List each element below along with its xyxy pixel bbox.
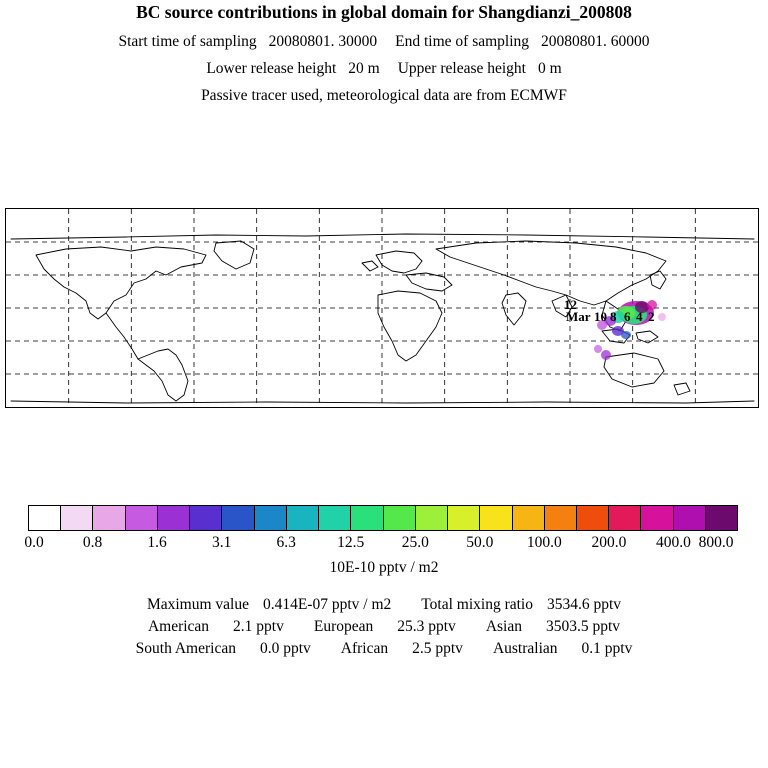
colorbar — [28, 505, 738, 531]
upper-release-value: 0 m — [537, 60, 562, 77]
region-australian-value: 0.1 pptv — [581, 640, 633, 657]
colorbar-swatch-18 — [609, 506, 641, 530]
colorbar-swatch-0 — [29, 506, 61, 530]
colorbar-swatch-13 — [448, 506, 480, 530]
colorbar-swatch-14 — [480, 506, 512, 530]
region-asian-label: Asian — [485, 618, 522, 635]
colorbar-tick-labels — [0, 534, 768, 554]
plume-label-6: 6 — [624, 309, 631, 324]
start-time-value: 20080801. 30000 — [268, 33, 378, 50]
start-time-label: Start time of sampling — [118, 33, 257, 50]
plume-label-8: 8 — [610, 309, 617, 324]
colorbar-swatch-3 — [126, 506, 158, 530]
colorbar-unit-label: 10E-10 pptv / m2 — [329, 559, 439, 576]
end-time-value: 20080801. 60000 — [541, 33, 650, 50]
statistics-block — [0, 594, 768, 660]
colorbar-swatch-5 — [190, 506, 222, 530]
colorbar-swatch-1 — [61, 506, 93, 530]
stats-row-south — [0, 638, 768, 660]
plume-label-2: 2 — [648, 309, 655, 324]
maximum-value-label: Maximum value — [146, 596, 249, 613]
colorbar-swatch-20 — [674, 506, 706, 530]
end-time-label: End time of sampling — [395, 33, 530, 50]
colorbar-swatch-7 — [255, 506, 287, 530]
colorbar-swatch-19 — [641, 506, 673, 530]
colorbar-tick-1: 0.8 — [82, 534, 103, 551]
colorbar-tick-7: 50.0 — [466, 534, 494, 551]
region-south-american-value: 0.0 pptv — [259, 640, 311, 657]
region-american-value: 2.1 pptv — [233, 618, 284, 635]
stats-row-north — [0, 616, 768, 638]
page-title: BC source contributions in global domain for Shangdianzi_200808 — [136, 2, 632, 22]
colorbar-tick-2: 1.6 — [147, 534, 167, 551]
plume-label-4: 4 — [636, 309, 643, 324]
sampling-time-line — [0, 33, 768, 51]
lower-release-label: Lower release height — [206, 60, 337, 77]
region-american-label: American — [147, 618, 210, 635]
colorbar-swatch-8 — [287, 506, 319, 530]
region-african-label: African — [340, 640, 389, 657]
stats-row-totals — [0, 594, 768, 616]
maximum-value: 0.414E-07 pptv / m2 — [262, 596, 392, 613]
region-australian-label: Australian — [492, 640, 558, 657]
colorbar-swatch-15 — [513, 506, 545, 530]
world-map-panel — [5, 208, 759, 408]
colorbar-swatch-17 — [577, 506, 609, 530]
plume-label-12: 12 — [564, 297, 577, 312]
total-mixing-ratio-value: 3534.6 pptv — [546, 596, 622, 613]
world-map-svg — [6, 209, 758, 407]
lower-release-value: 20 m — [348, 60, 380, 77]
colorbar-tick-5: 12.5 — [337, 534, 365, 551]
region-asian-value: 3503.5 pptv — [545, 618, 621, 635]
colorbar-tick-6: 25.0 — [401, 534, 429, 551]
region-south-american-label: South American — [135, 640, 236, 657]
colorbar-swatch-9 — [319, 506, 351, 530]
colorbar-swatch-21 — [706, 506, 737, 530]
plume-label-mar: Mar — [566, 309, 591, 324]
plume-date-labels — [564, 297, 655, 324]
plume-label-10: 10 — [594, 309, 607, 324]
colorbar-tick-10: 400.0 — [656, 534, 691, 551]
colorbar-swatch-10 — [351, 506, 383, 530]
region-european-label: European — [313, 618, 374, 635]
colorbar-tick-9: 200.0 — [591, 534, 627, 551]
colorbar-swatch-6 — [222, 506, 254, 530]
region-african-value: 2.5 pptv — [412, 640, 463, 657]
region-european-value: 25.3 pptv — [397, 618, 456, 635]
colorbar-tick-0: 0.0 — [24, 534, 44, 551]
colorbar-tick-3: 3.1 — [211, 534, 232, 551]
upper-release-label: Upper release height — [397, 60, 526, 77]
colorbar-swatch-11 — [384, 506, 416, 530]
colorbar-swatch-12 — [416, 506, 448, 530]
colorbar-tick-8: 100.0 — [526, 534, 562, 551]
colorbar-tick-11: 800.0 — [698, 534, 734, 551]
release-height-line — [0, 60, 768, 78]
colorbar-swatch-4 — [158, 506, 190, 530]
colorbar-strip — [28, 505, 738, 531]
total-mixing-ratio-label: Total mixing ratio — [421, 596, 533, 613]
tracer-meteo-line: Passive tracer used, meteorological data are from ECMWF — [201, 87, 567, 104]
colorbar-tick-4: 6.3 — [276, 534, 296, 551]
colorbar-swatch-2 — [93, 506, 125, 530]
colorbar-swatch-16 — [545, 506, 577, 530]
